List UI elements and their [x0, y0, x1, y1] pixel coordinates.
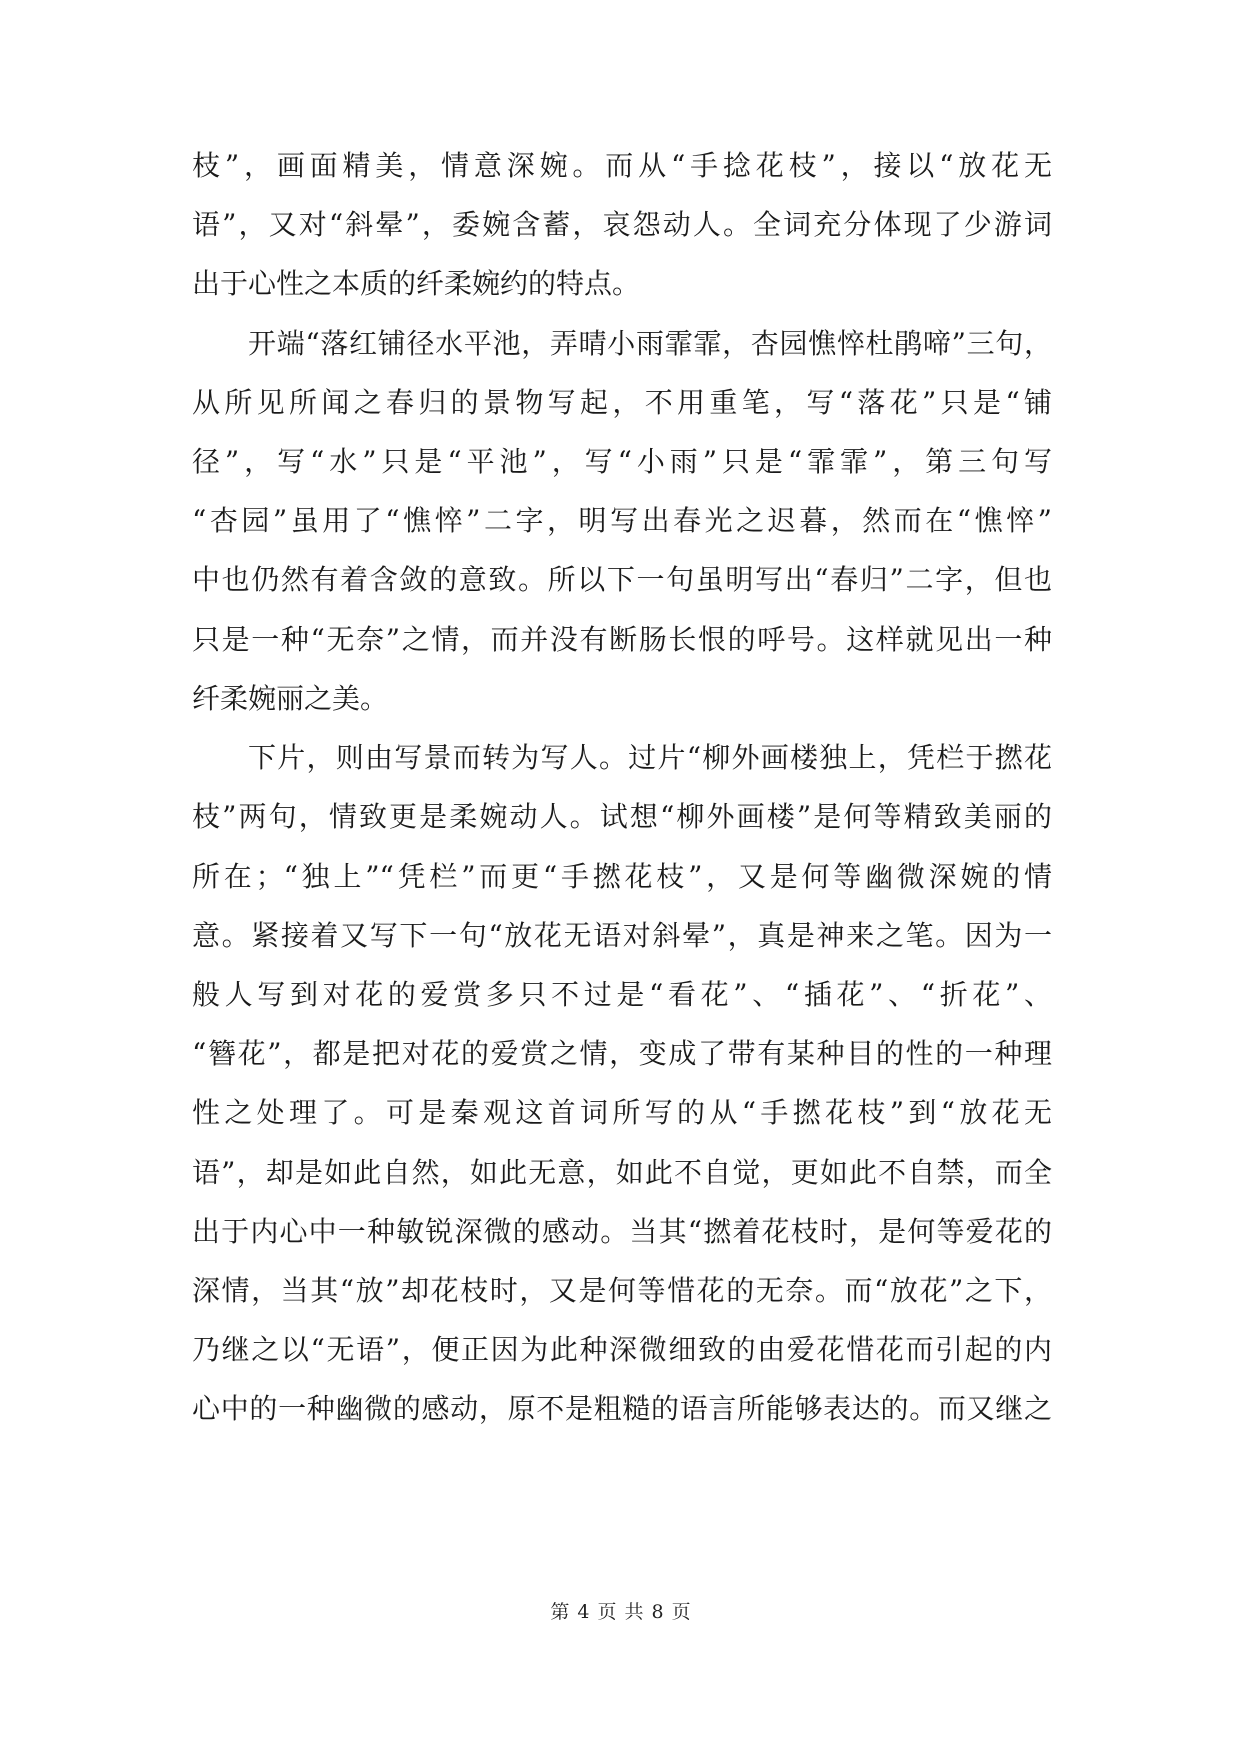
- body-line: 乃继之以“无语”，便正因为此种深微细致的由爱花惜花而引起的内: [192, 1333, 1052, 1366]
- paragraph-first-line: 下片，则由写景而转为写人。过片“柳外画楼独上，凭栏于撚花: [248, 741, 1052, 774]
- page-number-footer: [0, 1597, 1241, 1627]
- body-line: 从所见所闻之春归的景物写起，不用重笔，写“落花”只是“铺: [192, 386, 1052, 419]
- body-line: 径”，写“水”只是“平池”，写“小雨”只是“霏霏”，第三句写: [192, 445, 1052, 478]
- paragraph-first-line: 开端“落红铺径水平池，弄晴小雨霏霏，杏园憔悴杜鹃啼”三句，: [248, 327, 1052, 360]
- footer-page-word: 页: [597, 1601, 617, 1623]
- body-line: 性之处理了。可是秦观这首词所写的从“手撚花枝”到“放花无: [192, 1096, 1052, 1129]
- body-line: 只是一种“无奈”之情，而并没有断肠长恨的呼号。这样就见出一种: [192, 623, 1052, 656]
- body-line: “杏园”虽用了“憔悴”二字，明写出春光之迟暮，然而在“憔悴”: [192, 504, 1052, 537]
- body-line: 中也仍然有着含敛的意致。所以下一句虽明写出“春归”二字，但也: [192, 563, 1052, 596]
- body-line: 枝”两句，情致更是柔婉动人。试想“柳外画楼”是何等精致美丽的: [192, 800, 1052, 833]
- footer-total-prefix: 共: [624, 1601, 644, 1623]
- footer-suffix: 页: [671, 1601, 691, 1623]
- body-line: 枝”，画面精美，情意深婉。而从“手捻花枝”，接以“放花无: [192, 149, 1052, 182]
- body-line: 出于内心中一种敏锐深微的感动。当其“撚着花枝时，是何等爱花的: [192, 1215, 1052, 1248]
- body-line: “簪花”，都是把对花的爱赏之情，变成了带有某种目的性的一种理: [192, 1037, 1052, 1070]
- footer-prefix: 第: [550, 1601, 570, 1623]
- body-line: 意。紧接着又写下一句“放花无语对斜晕”，真是神来之笔。因为一: [192, 919, 1052, 952]
- body-line: 深情，当其“放”却花枝时，又是何等惜花的无奈。而“放花”之下，: [192, 1274, 1052, 1307]
- total-page-number: 8: [651, 1601, 664, 1623]
- body-line: 语”，又对“斜晕”，委婉含蓄，哀怨动人。全词充分体现了少游词: [192, 208, 1052, 241]
- current-page-number: 4: [577, 1601, 590, 1623]
- body-line: 语”，却是如此自然，如此无意，如此不自觉，更如此不自禁，而全: [192, 1156, 1052, 1189]
- body-line: 般人写到对花的爱赏多只不过是“看花”、“插花”、“折花”、: [192, 978, 1052, 1011]
- body-line: 心中的一种幽微的感动，原不是粗糙的语言所能够表达的。而又继之: [192, 1392, 1052, 1425]
- body-line: 出于心性之本质的纤柔婉约的特点。: [192, 267, 641, 300]
- body-line: 纤柔婉丽之美。: [192, 682, 389, 715]
- body-line: 所在；“独上”“凭栏”而更“手撚花枝”，又是何等幽微深婉的情: [192, 860, 1052, 893]
